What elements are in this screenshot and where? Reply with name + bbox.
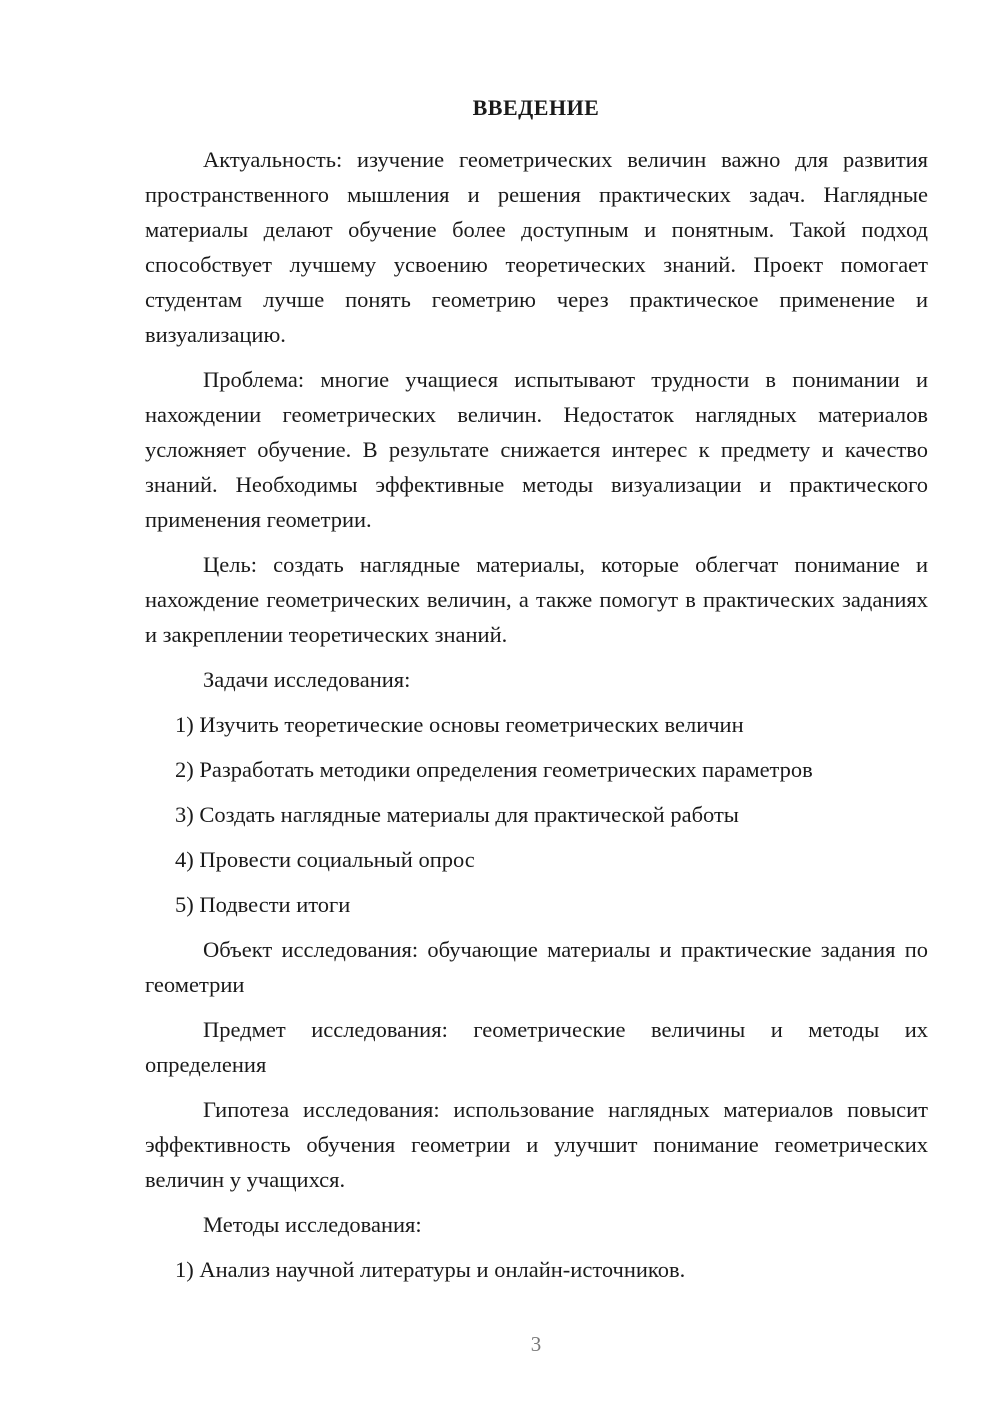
method-item-1: 1) Анализ научной литературы и онлайн-источников. xyxy=(175,1257,686,1282)
relevance-paragraph: Актуальность: изучение геометрических величин важно для развития пространственного мышления и решения практических задач. Наглядные материалы делают обучение более доступным и понятным. Такой подход способствует лучшему усвоению теоретических знаний. Проект помогает студентам лучше понять геометрию через практическое применение и визуализацию. xyxy=(145,147,928,347)
hypothesis-paragraph: Гипотеза исследования: использование наглядных материалов повысит эффективность обучения геометрии и улучшит понимание геометрических величин у учащихся. xyxy=(145,1097,928,1192)
methods-heading: Методы исследования: xyxy=(203,1212,422,1237)
problem-paragraph: Проблема: многие учащиеся испытывают трудности в понимании и нахождении геометрических величин. Недостаток наглядных материалов усложняет обучение. В результате снижается интерес к предмету и качество знаний. Необходимы эффективные методы визуализации и практического применения геометрии. xyxy=(145,367,928,532)
page-number: 3 xyxy=(530,1332,542,1356)
task-item-2: 2) Разработать методики определения геометрических параметров xyxy=(175,757,813,782)
task-item-5: 5) Подвести итоги xyxy=(175,892,351,917)
tasks-heading: Задачи исследования: xyxy=(203,667,411,692)
object-paragraph: Объект исследования: обучающие материалы и практические задания по геометрии xyxy=(145,937,928,997)
task-item-4: 4) Провести социальный опрос xyxy=(175,847,475,872)
subject-paragraph: Предмет исследования: геометрические величины и методы их определения xyxy=(145,1017,928,1077)
document-body xyxy=(145,142,928,1297)
task-item-1: 1) Изучить теоретические основы геометрических величин xyxy=(175,712,744,737)
goal-paragraph: Цель: создать наглядные материалы, которые облегчат понимание и нахождение геометрических величин, а также помогут в практических заданиях и закреплении теоретических знаний. xyxy=(145,552,928,647)
page-title: ВВЕДЕНИЕ xyxy=(472,95,600,120)
task-item-3: 3) Создать наглядные материалы для практической работы xyxy=(175,802,739,827)
